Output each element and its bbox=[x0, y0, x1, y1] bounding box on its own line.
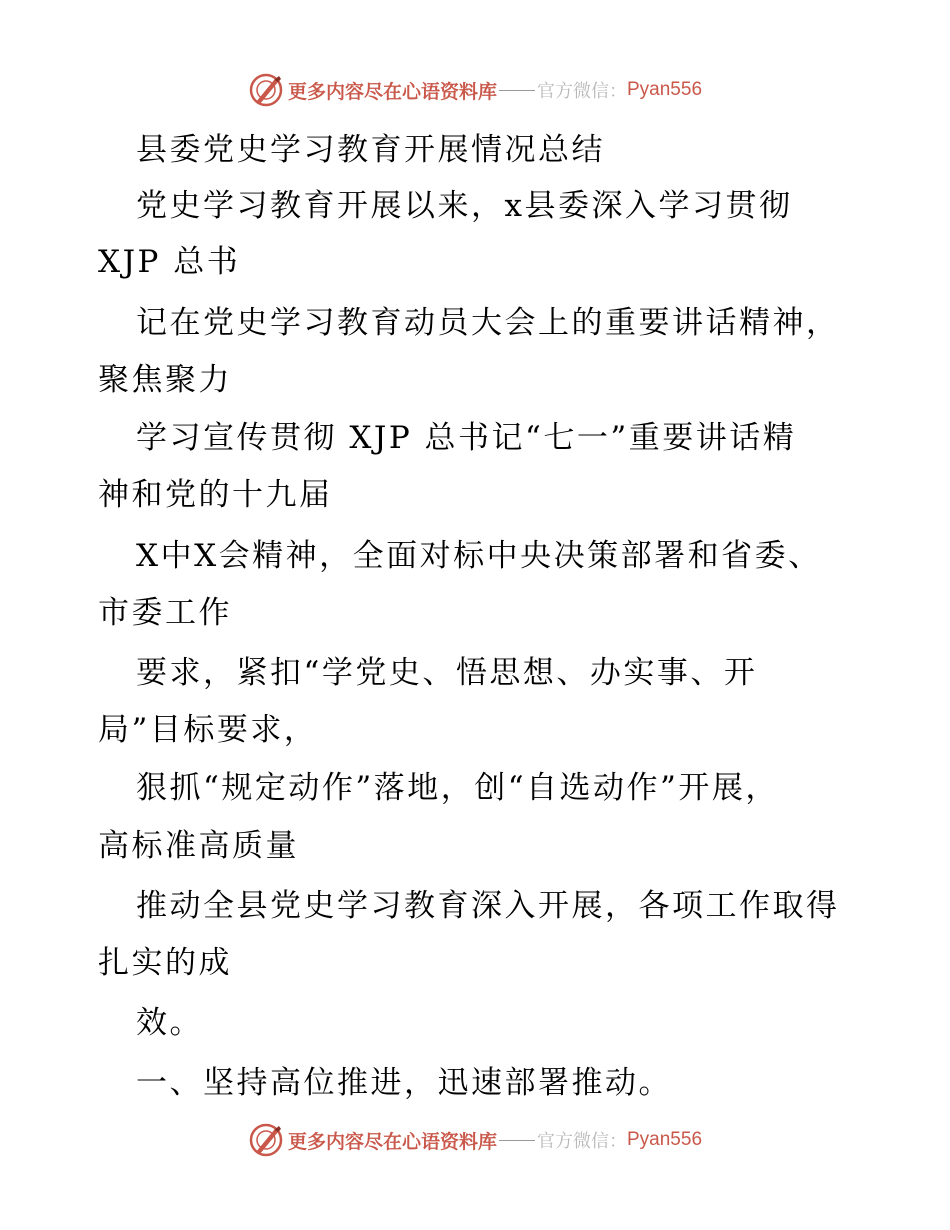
wechat-id: Pyan556 bbox=[627, 79, 703, 100]
separator-dash bbox=[499, 90, 535, 91]
wechat-label: 官方微信： bbox=[537, 1131, 627, 1152]
wechat-label: 官方微信： bbox=[537, 81, 627, 102]
paragraph-line: 效。 bbox=[136, 1005, 203, 1041]
site-name: 更多内容尽在心语资料库 bbox=[287, 1130, 497, 1153]
section-heading: 一、坚持高位推进，迅速部署推动。 bbox=[136, 1065, 672, 1101]
paragraph-line: 狠抓“规定动作”落地，创“自选动作”开展， bbox=[136, 770, 779, 806]
paragraph-line: 市委工作 bbox=[98, 595, 232, 631]
paragraph-line: 学习宣传贯彻 XJP 总书记“七一”重要讲话精 bbox=[136, 420, 797, 456]
paragraph-line: 党史学习教育开展以来，x县委深入学习贯彻 bbox=[136, 188, 793, 224]
paragraph-line: X中X会精神，全面对标中央决策部署和省委、 bbox=[136, 538, 822, 574]
paragraph-line: 要求，紧扣“学党史、悟思想、办实事、开 bbox=[136, 655, 758, 691]
paragraph-line: 高标准高质量 bbox=[98, 828, 299, 864]
document-title: 县委党史学习教育开展情况总结 bbox=[136, 132, 605, 168]
paragraph-line: XJP 总书 bbox=[98, 244, 241, 280]
paragraph-line: 神和党的十九届 bbox=[98, 477, 333, 513]
site-name: 更多内容尽在心语资料库 bbox=[287, 80, 497, 103]
wechat-id: Pyan556 bbox=[627, 1129, 703, 1150]
paragraph-line: 推动全县党史学习教育深入开展，各项工作取得 bbox=[136, 888, 840, 924]
paragraph-line: 记在党史学习教育动员大会上的重要讲话精神， bbox=[136, 305, 840, 341]
paragraph-line: 扎实的成 bbox=[98, 945, 232, 981]
pen-logo-icon bbox=[248, 72, 284, 108]
paragraph-line: 局”目标要求， bbox=[98, 712, 318, 748]
footer-watermark bbox=[0, 1118, 950, 1162]
pen-logo-icon bbox=[248, 1122, 284, 1158]
separator-dash bbox=[499, 1140, 535, 1141]
header-watermark bbox=[0, 68, 950, 112]
paragraph-line: 聚焦聚力 bbox=[98, 362, 232, 398]
